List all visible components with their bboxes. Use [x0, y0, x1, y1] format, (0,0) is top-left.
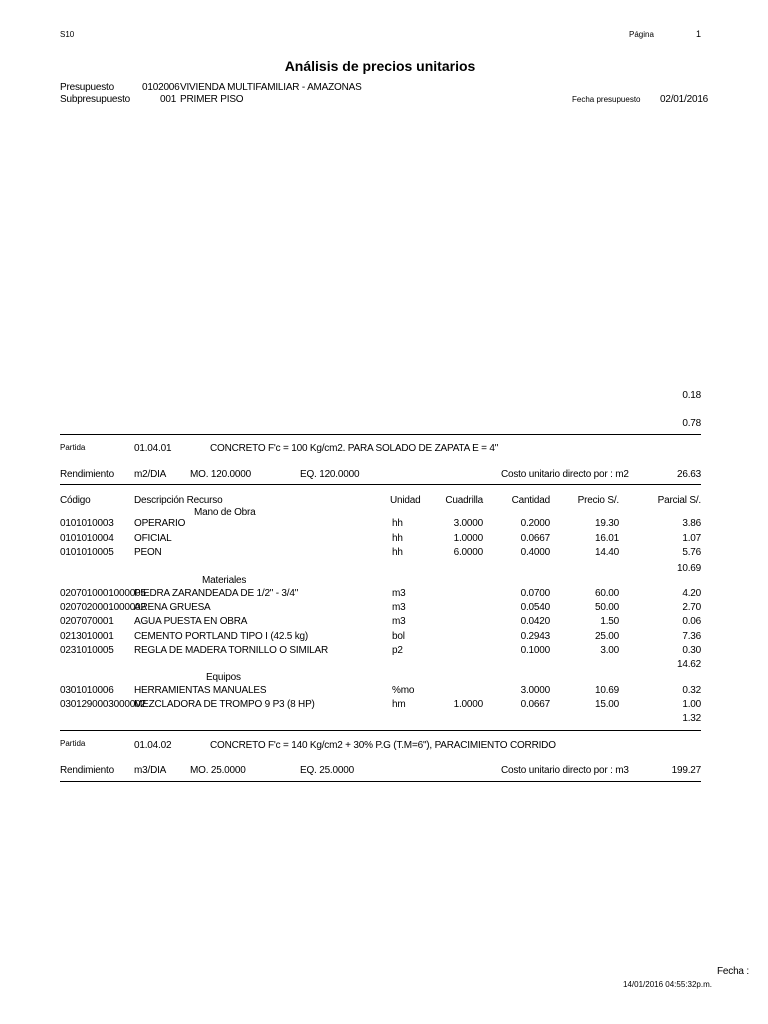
partida-description: CONCRETO F'c = 100 Kg/cm2. PARA SOLADO DE ZAPATA E = 4": [210, 443, 499, 454]
resource-code: 0207010001000005: [60, 588, 146, 599]
page-title: Análisis de precios unitarios: [284, 58, 476, 74]
subtotal-equipos: 1.32: [682, 713, 701, 724]
resource-cuadrilla: 6.0000: [453, 547, 483, 558]
resource-cantidad: 0.4000: [520, 547, 550, 558]
col-unidad: Unidad: [390, 495, 421, 506]
section-title-mano-obra: Mano de Obra: [194, 507, 256, 518]
page-label: Página: [629, 30, 654, 39]
rendimiento-label: Rendimiento: [60, 765, 114, 776]
rendimiento-eq: EQ. 120.0000: [300, 469, 360, 480]
resource-unit: m3: [392, 588, 406, 599]
resource-parcial: 3.86: [682, 518, 701, 529]
resource-cantidad: 0.0667: [520, 532, 550, 544]
resource-description: PIEDRA ZARANDEADA DE 1/2" - 3/4": [134, 588, 299, 599]
partida-label: Partida: [60, 739, 86, 748]
resource-parcial: 7.36: [682, 630, 701, 642]
col-cantidad: Cantidad: [511, 495, 550, 506]
subpresupuesto-label: Subpresupuesto: [60, 94, 131, 105]
resource-description: HERRAMIENTAS MANUALES: [134, 685, 267, 696]
partida-label: Partida: [60, 443, 86, 452]
rendimiento-unit: m2/DIA: [134, 469, 167, 480]
rendimiento-unit: m3/DIA: [134, 765, 167, 776]
subtotal-mano-obra: 10.69: [676, 563, 701, 574]
resource-precio: 10.69: [594, 685, 619, 696]
resource-unit: hh: [392, 532, 403, 544]
resource-precio: 16.01: [594, 532, 619, 544]
resource-cantidad: 0.1000: [520, 644, 550, 656]
partida-code: 01.04.01: [134, 443, 172, 454]
col-precio: Precio S/.: [577, 495, 619, 506]
resource-description: REGLA DE MADERA TORNILLO O SIMILAR: [134, 644, 329, 656]
resource-precio: 19.30: [594, 518, 619, 529]
resource-code: 0207020001000002: [60, 602, 146, 614]
fecha-presupuesto-label: Fecha presupuesto: [572, 95, 641, 104]
footer-fecha-label: Fecha :: [717, 966, 749, 977]
resource-description: PEON: [134, 547, 162, 558]
section-title-materiales: Materiales: [202, 575, 247, 586]
resource-description: MEZCLADORA DE TROMPO 9 P3 (8 HP): [134, 699, 315, 710]
resource-code: 0231010005: [60, 644, 114, 656]
rendimiento-mo: MO. 120.0000: [190, 469, 251, 480]
subpresupuesto-name: PRIMER PISO: [180, 94, 244, 105]
resource-precio: 25.00: [594, 630, 619, 642]
resource-parcial: 1.00: [682, 699, 701, 710]
resource-description: OPERARIO: [134, 518, 186, 529]
resource-cantidad: 0.2943: [520, 630, 550, 642]
resource-cantidad: 0.0667: [520, 699, 550, 710]
resource-description: CEMENTO PORTLAND TIPO I (42.5 kg): [134, 630, 309, 642]
resource-unit: hh: [392, 547, 403, 558]
resource-code: 0101010003: [60, 518, 114, 529]
carryover-value-2: 0.78: [682, 418, 701, 429]
partida-description: CONCRETO F'c = 140 Kg/cm2 + 30% P.G (T.M=6"), PARACIMIENTO CORRIDO: [210, 740, 556, 751]
resource-precio: 3.00: [600, 644, 619, 656]
resource-description: ARENA GRUESA: [134, 602, 211, 614]
carryover-value-1: 0.18: [682, 390, 701, 401]
costo-unitario-value: 199.27: [671, 765, 701, 776]
footer-timestamp: 14/01/2016 04:55:32p.m.: [623, 980, 712, 989]
resource-cantidad: 0.2000: [520, 518, 550, 529]
costo-unitario-label: Costo unitario directo por : m3: [501, 765, 629, 776]
costo-unitario-value: 26.63: [676, 469, 701, 480]
rendimiento-mo: MO. 25.0000: [190, 765, 246, 776]
resource-unit: p2: [392, 644, 403, 656]
resource-description: AGUA PUESTA EN OBRA: [134, 616, 248, 628]
costo-unitario-label: Costo unitario directo por : m2: [501, 469, 629, 480]
resource-parcial: 2.70: [682, 602, 701, 614]
fecha-presupuesto-value: 02/01/2016: [660, 94, 709, 105]
page-number: 1: [696, 29, 702, 39]
resource-code: 0301290003000002: [60, 699, 146, 710]
resource-cantidad: 0.0420: [520, 616, 550, 628]
resource-unit: %mo: [392, 685, 415, 696]
resource-precio: 14.40: [594, 547, 619, 558]
system-label: S10: [60, 30, 75, 39]
resource-unit: hh: [392, 518, 403, 529]
resource-code: 0207070001: [60, 616, 114, 628]
resource-code: 0301010006: [60, 685, 114, 696]
resource-precio: 15.00: [594, 699, 619, 710]
resource-unit: m3: [392, 616, 406, 628]
resource-precio: 60.00: [594, 588, 619, 599]
resource-description: OFICIAL: [134, 532, 172, 544]
col-descripcion: Descripción Recurso: [134, 495, 223, 506]
resource-cantidad: 0.0540: [520, 602, 550, 614]
resource-cuadrilla: 3.0000: [453, 518, 483, 529]
resource-precio: 1.50: [600, 616, 619, 628]
resource-code: 0101010004: [60, 532, 114, 544]
resource-cuadrilla: 1.0000: [453, 699, 483, 710]
partida-code: 01.04.02: [134, 740, 172, 751]
resource-code: 0101010005: [60, 547, 114, 558]
presupuesto-label: Presupuesto: [60, 82, 114, 93]
resource-unit: m3: [392, 602, 406, 614]
rendimiento-label: Rendimiento: [60, 469, 114, 480]
divider: [60, 484, 701, 485]
subtotal-materiales: 14.62: [676, 659, 701, 670]
resource-precio: 50.00: [594, 602, 619, 614]
rendimiento-eq: EQ. 25.0000: [300, 765, 354, 776]
resource-parcial: 1.07: [682, 532, 701, 544]
resource-parcial: 0.06: [682, 616, 701, 628]
resource-code: 0213010001: [60, 630, 114, 642]
resource-unit: bol: [392, 630, 405, 642]
resource-parcial: 0.32: [682, 685, 701, 696]
section-title-equipos: Equipos: [206, 672, 241, 683]
divider: [60, 730, 701, 731]
resource-cuadrilla: 1.0000: [453, 532, 483, 544]
col-parcial: Parcial S/.: [657, 495, 701, 506]
resource-parcial: 4.20: [682, 588, 701, 599]
col-cuadrilla: Cuadrilla: [445, 495, 483, 506]
divider: [60, 434, 701, 435]
resource-cantidad: 3.0000: [520, 685, 550, 696]
divider: [60, 781, 701, 782]
resource-parcial: 0.30: [682, 644, 701, 656]
resource-parcial: 5.76: [682, 547, 701, 558]
presupuesto-name: VIVIENDA MULTIFAMILIAR - AMAZONAS: [180, 82, 362, 93]
resource-cantidad: 0.0700: [520, 588, 550, 599]
col-codigo: Código: [60, 495, 91, 506]
subpresupuesto-code: 001: [160, 94, 177, 105]
resource-unit: hm: [392, 699, 406, 710]
presupuesto-code: 0102006: [142, 82, 180, 93]
